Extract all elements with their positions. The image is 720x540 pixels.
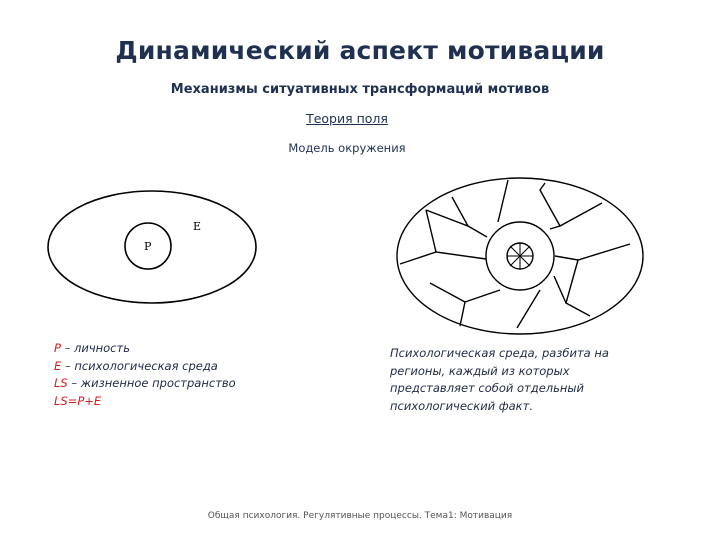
page-title: Динамический аспект мотивации xyxy=(115,36,605,65)
legend-text: – жизненное пространство xyxy=(67,376,236,390)
legend-symbol: P xyxy=(54,341,61,355)
right-diagram xyxy=(397,178,643,334)
legend xyxy=(54,340,236,410)
legend-formula: LS=P+E xyxy=(54,393,102,408)
model-heading: Модель окружения xyxy=(288,141,406,155)
region-boundaries xyxy=(400,180,630,328)
environment-ellipse xyxy=(48,191,256,303)
legend-symbol: LS xyxy=(54,376,68,390)
legend-symbol: E xyxy=(54,358,62,373)
legend-row-formula xyxy=(54,393,236,411)
legend-text: – личность xyxy=(60,341,130,355)
environment-label: E xyxy=(193,220,202,233)
legend-row-person xyxy=(54,340,236,358)
region-person-spokes xyxy=(507,243,533,269)
page-subtitle: Механизмы ситуативных трансформаций мотивов xyxy=(170,82,550,97)
legend-text: – психологическая среда xyxy=(61,358,218,373)
left-diagram xyxy=(48,191,256,303)
theory-heading: Теория поля xyxy=(306,111,388,126)
footer: Общая психология. Регулятивные процессы. Тема1: Мотивация xyxy=(207,511,513,521)
legend-row-environment xyxy=(54,358,236,376)
person-label: P xyxy=(144,240,152,253)
legend-row-life-space xyxy=(54,375,236,393)
regions-description: Психологическая среда, разбита на регионы, каждый из которых представляет собой отдельный психологический факт. xyxy=(390,346,609,413)
